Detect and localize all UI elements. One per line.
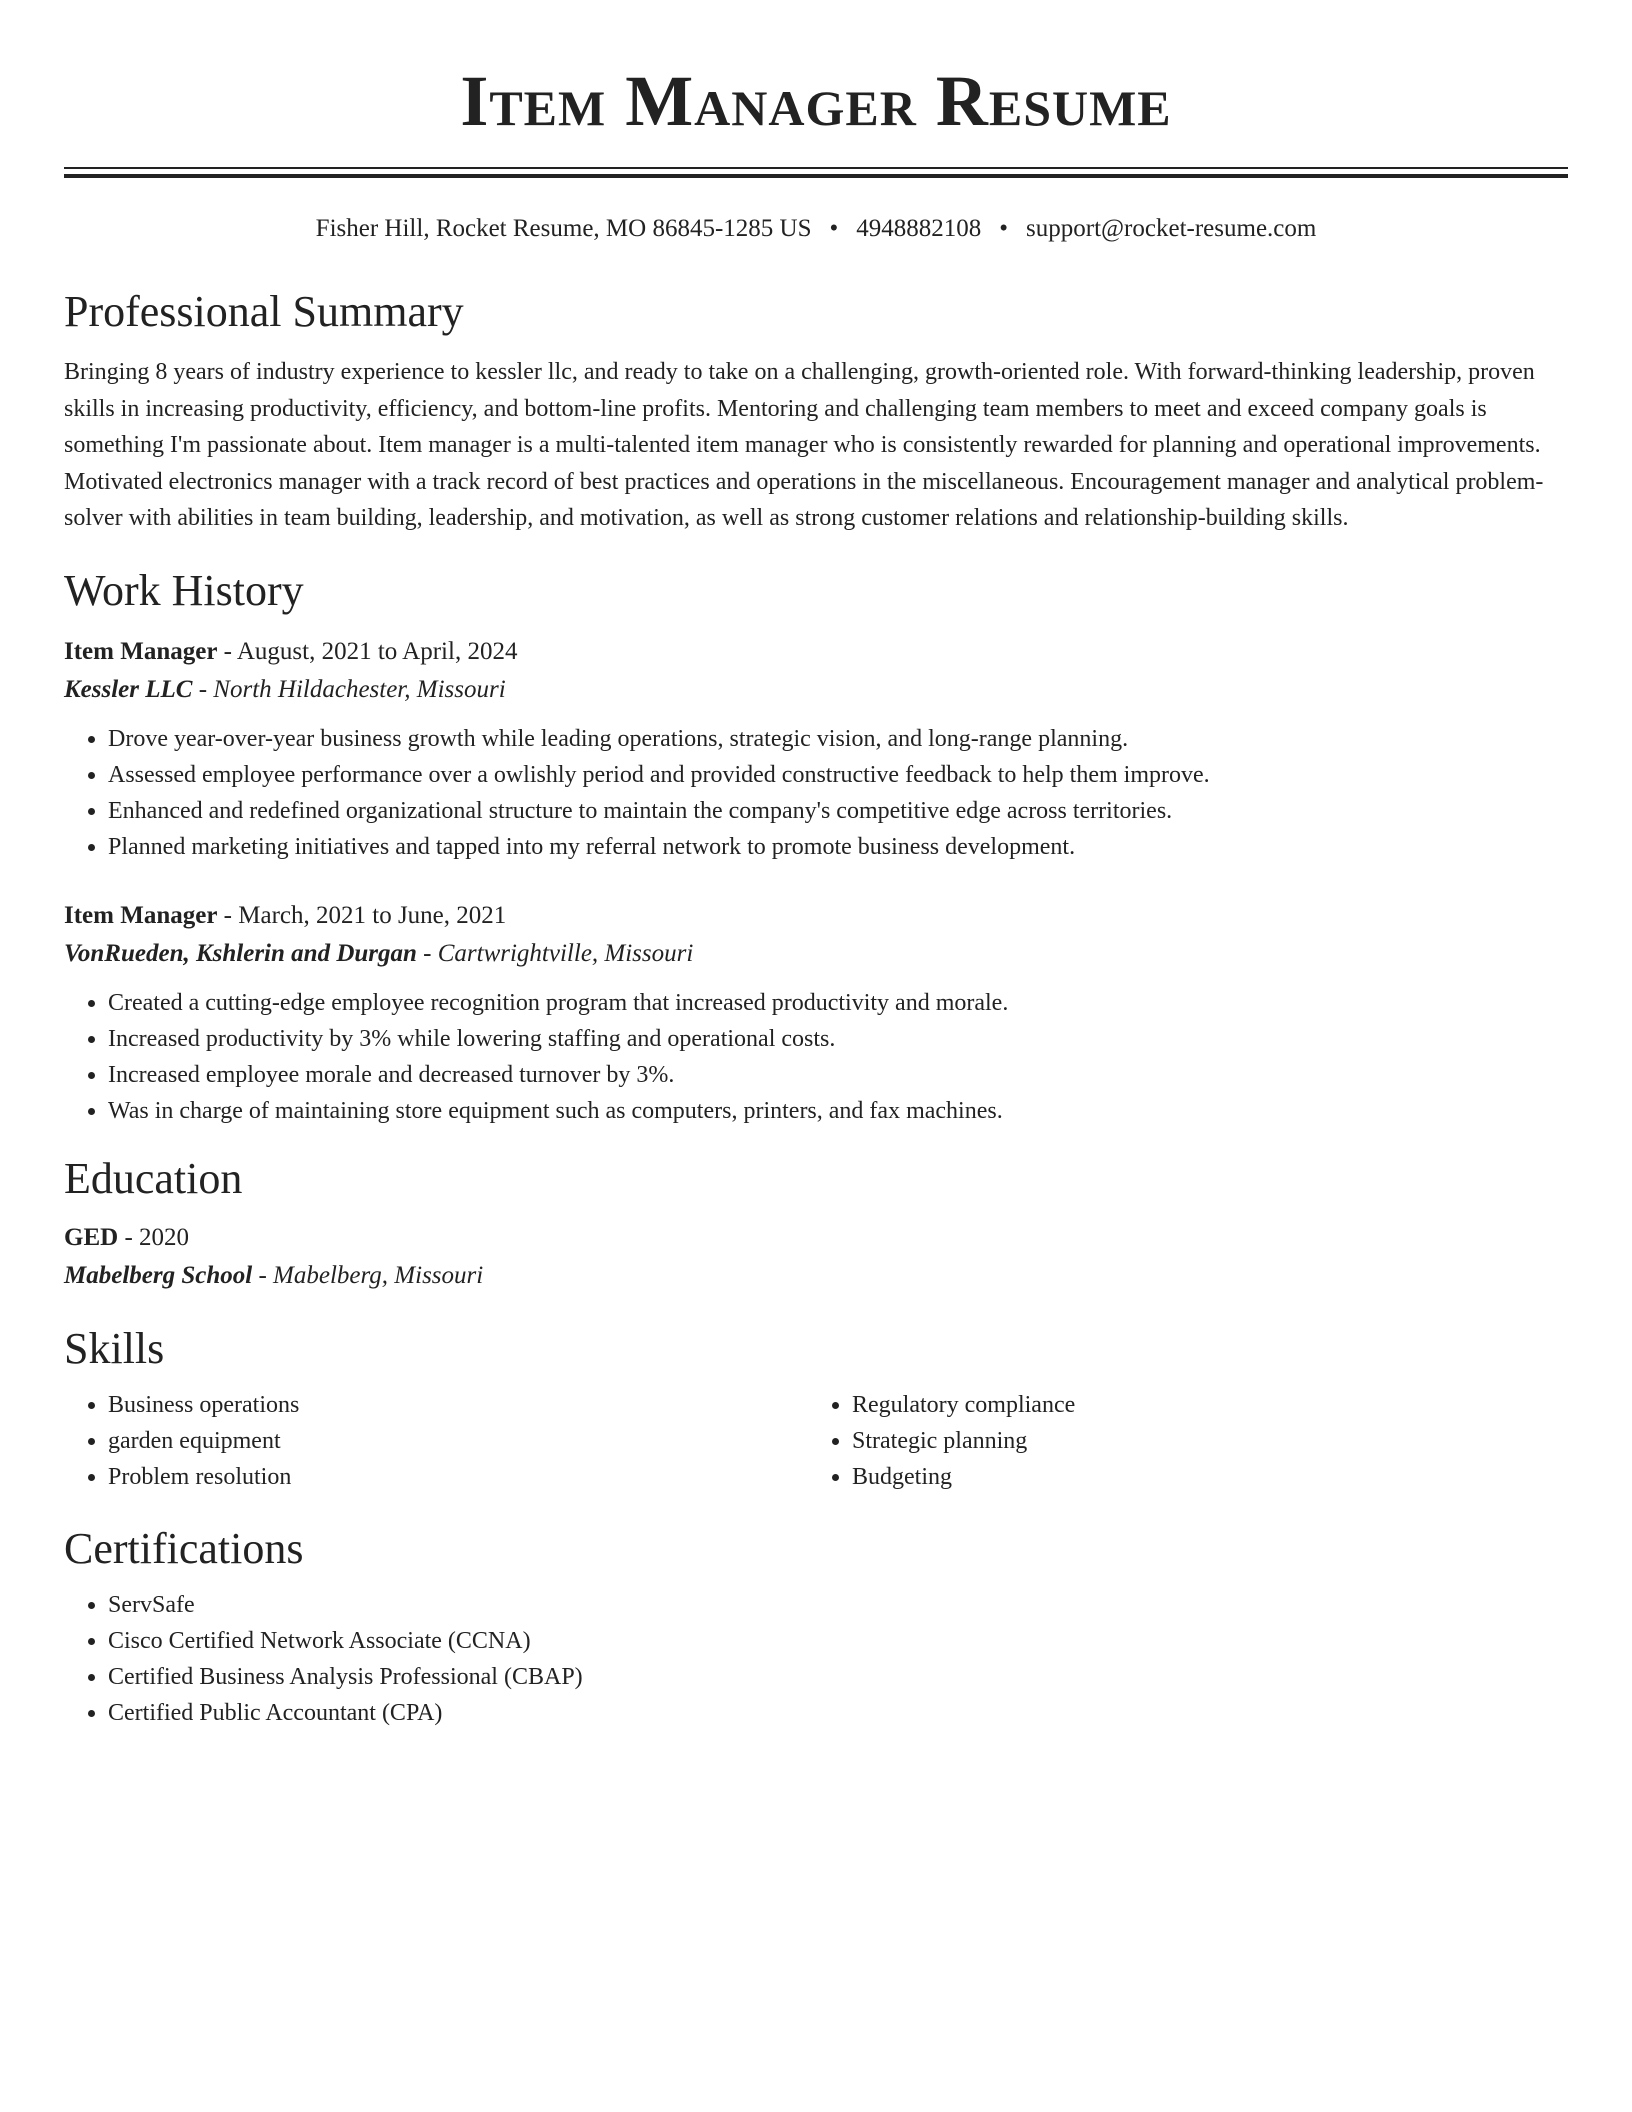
education-location: Mabelberg, Missouri (273, 1261, 484, 1289)
contact-phone: 4948882108 (856, 215, 982, 242)
job-bullet: • Increased productivity by 3% while lowering staffing and operational costs. (108, 1021, 1568, 1057)
summary-heading: Professional Summary (64, 287, 464, 336)
job-company: VonRueden, Kshlerin and Durgan (64, 939, 417, 967)
contact-separator: • (829, 215, 839, 242)
dash-separator: - (217, 901, 239, 929)
skills-grid (64, 1387, 1568, 1495)
job-title: Item Manager (64, 901, 218, 929)
skill-item: • Regulatory compliance (852, 1387, 1552, 1423)
job-company: Kessler LLC (64, 675, 193, 703)
job-dates: August, 2021 to April, 2024 (236, 637, 518, 665)
skill-item: • Business operations (108, 1387, 808, 1423)
education-degree: GED (64, 1223, 119, 1251)
job-bullets (64, 985, 1568, 1129)
skill-item: • Budgeting (852, 1459, 1552, 1495)
job-location: North Hildachester, Missouri (213, 675, 506, 703)
skills-right-column (808, 1387, 1552, 1495)
job-bullet: • Increased employee morale and decreased turnover by 3%. (108, 1057, 1568, 1093)
dash-separator: - (217, 637, 237, 665)
certification-item: • Cisco Certified Network Associate (CCNA) (108, 1623, 1568, 1659)
dash-separator: - (118, 1223, 140, 1251)
job-header (64, 897, 1568, 935)
job-dates: March, 2021 to June, 2021 (238, 901, 507, 929)
education-school: Mabelberg School (64, 1261, 253, 1289)
job-title: Item Manager (64, 637, 218, 665)
education-year: 2020 (139, 1223, 190, 1251)
skill-item: • garden equipment (108, 1423, 808, 1459)
certification-item: • ServSafe (108, 1587, 1568, 1623)
skills-heading: Skills (64, 1323, 165, 1373)
job-entry (64, 633, 1568, 865)
job-header (64, 633, 1568, 671)
job-employer (64, 935, 1568, 973)
contact-email: support@rocket-resume.com (1026, 215, 1317, 242)
education-heading: Education (64, 1153, 243, 1203)
skills-left-column (64, 1387, 808, 1495)
skill-item: • Strategic planning (852, 1423, 1552, 1459)
title-divider (64, 167, 1568, 178)
summary-text: Bringing 8 years of industry experience to kessler llc, and ready to take on a challenging, growth-oriented role. With forward-thinking leadership, proven skills in increasing productivity, efficiency, and bottom-line profits. Mentoring and challenging team members to meet and exceed company goals is something I'm passionate about. Item manager is a multi-talented item manager who is consistently rewarded for planning and operational improvements. Motivated electronics manager with a track record of best practices and operations in the miscellaneous. Encouragement manager and analytical problem-solver with abilities in team building, leadership, and motivation, as well as strong customer relations and relationship-building skills. (64, 359, 1544, 531)
education-header (64, 1219, 1568, 1257)
job-bullet: • Was in charge of maintaining store equipment such as computers, printers, and fax machines. (108, 1093, 1568, 1129)
certification-item: • Certified Business Analysis Professional (CBAP) (108, 1659, 1568, 1695)
dash-separator: - (416, 939, 438, 967)
certifications-heading: Certifications (64, 1523, 304, 1573)
education-school-line (64, 1257, 1568, 1295)
dash-separator: - (252, 1261, 274, 1289)
job-employer (64, 671, 1568, 709)
job-bullets (64, 721, 1568, 865)
job-bullet: • Enhanced and redefined organizational structure to maintain the company's competitive edge across territories. (108, 793, 1568, 829)
contact-line (64, 214, 1568, 244)
contact-address: Fisher Hill, Rocket Resume, MO 86845-1285 US (315, 215, 812, 242)
job-bullet: • Created a cutting-edge employee recognition program that increased productivity and morale. (108, 985, 1568, 1021)
job-location: Cartwrightville, Missouri (437, 939, 694, 967)
certifications-list (64, 1587, 1568, 1731)
skill-item: • Problem resolution (108, 1459, 808, 1495)
resume-title: Item Manager Resume (460, 61, 1172, 141)
certification-item: • Certified Public Accountant (CPA) (108, 1695, 1568, 1731)
job-bullet: • Assessed employee performance over a owlishly period and provided constructive feedback to help them improve. (108, 757, 1568, 793)
job-entry (64, 897, 1568, 1129)
education-entry (64, 1219, 1568, 1295)
job-bullet: • Drove year-over-year business growth while leading operations, strategic vision, and long-range planning. (108, 721, 1568, 757)
dash-separator: - (192, 675, 214, 703)
job-bullet: • Planned marketing initiatives and tapped into my referral network to promote business development. (108, 829, 1568, 865)
work-history-heading: Work History (64, 565, 304, 615)
contact-separator: • (999, 215, 1009, 242)
